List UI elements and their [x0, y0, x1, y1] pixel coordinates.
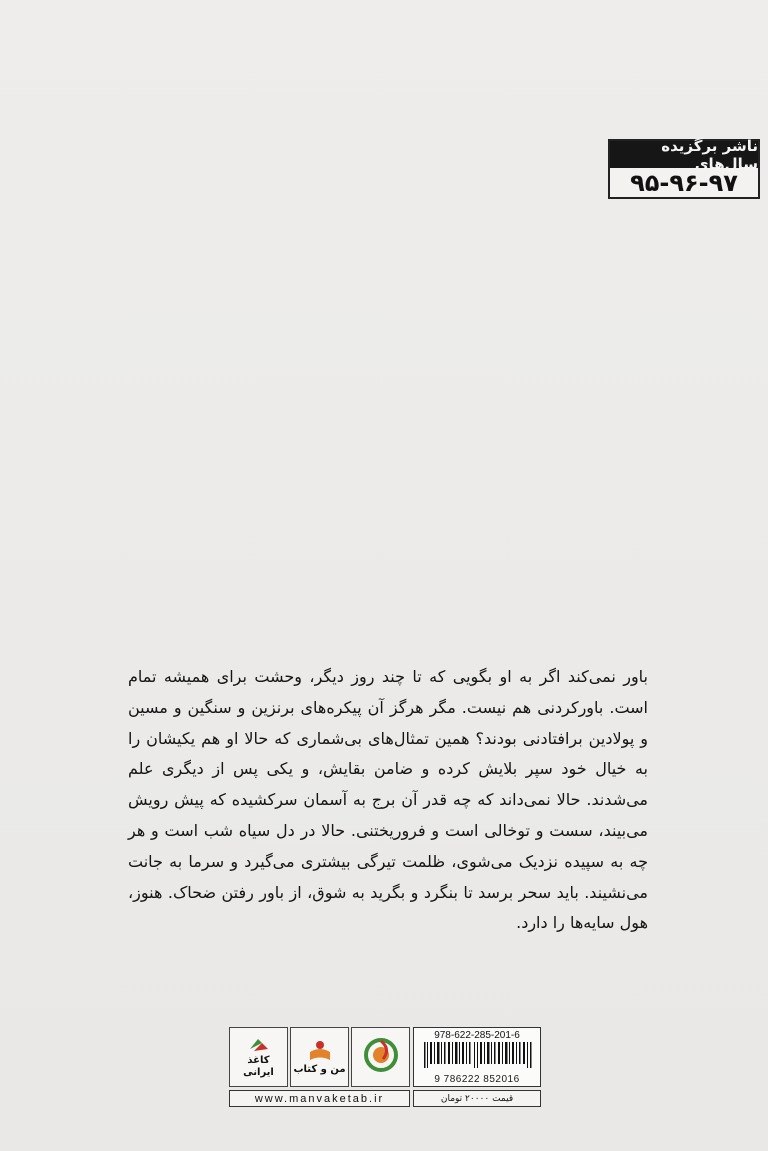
kaghaz-line2: ایرانی [243, 1067, 274, 1078]
manvaketab-logo [290, 1027, 349, 1087]
kaghaz-line1: کاغذ [247, 1055, 270, 1066]
barcode-digits: 9 786222 852016 [434, 1074, 520, 1085]
price-label: قیمت ۲۰۰۰۰ تومان [413, 1090, 541, 1107]
manvaketab-label: من و کتاب [293, 1064, 346, 1075]
publisher-logos [229, 1027, 410, 1087]
synopsis-text: باور نمی‌کند اگر به او بگویی که تا چند روز دیگر، وحشت برای همیشه تمام است. باورکردنی هم نیست. مگر هرگز آن پیکره‌های برنزین و سنگین و مسین و پولادین برافتادنی بودند؟ همین تمثال‌های بی‌شماری که حالا او هم یکیشان را به خیال خود سپر بلایش کرده و ضامن بقایش، و یکی پس از دیگری علم می‌شدند. حالا نمی‌داند که چه قدر آن برج به آسمان سرکشیده که پیش رویش می‌بیند، سست و توخالی است و فروریختنی. حالا در دل سیاه شب است و هر چه به سپیده نزدیک می‌شوی، ظلمت تیرگی بیشتری می‌گیرد و سرما به جانت می‌نشیند. باید سحر برسد تا بنگرد و بگرید به شوق، از باور رفتن ضحاک. هنوز، هول سایه‌ها را دارد. [128, 667, 648, 933]
book-synopsis [128, 662, 648, 939]
book-person-icon [307, 1038, 333, 1064]
isbn-barcode-box [413, 1027, 541, 1087]
round-emblem-logo [351, 1027, 410, 1087]
badge-title: ناشر برگزیده سال‌های [610, 141, 758, 168]
kaghaz-irani-icon [248, 1035, 270, 1055]
isbn-number: 978-622-285-201-6 [434, 1030, 520, 1041]
badge-years: ۹۵-۹۶-۹۷ [630, 168, 738, 197]
website-url: www.manvaketab.ir [229, 1090, 410, 1107]
kaghaz-irani-logo [229, 1027, 288, 1087]
barcode-icon [422, 1042, 534, 1076]
publisher-award-badge [608, 136, 760, 199]
emblem-icon [361, 1035, 401, 1079]
